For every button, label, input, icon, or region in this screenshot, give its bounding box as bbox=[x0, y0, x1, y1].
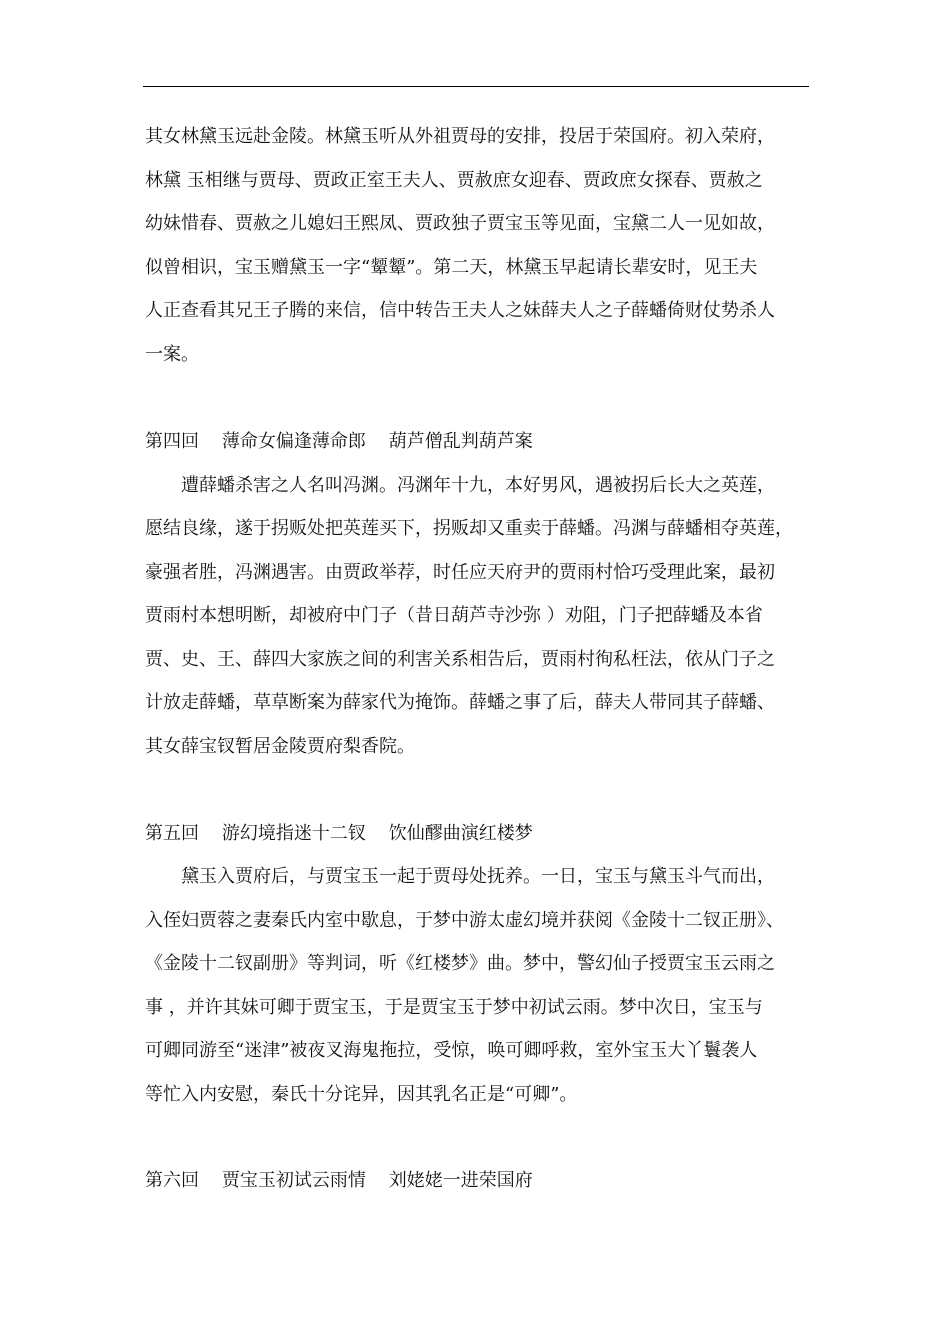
paragraph-line: 其女薛宝钗暂居金陵贾府梨香院。 bbox=[145, 736, 415, 757]
paragraph-line: 幼妹惜春、贾赦之儿媳妇王熙凤、贾政独子贾宝玉等见面，宝黛二人一见如故， bbox=[145, 213, 775, 234]
paragraph-line: 《金陵十二钗副册》等判词，听《红楼梦》曲。梦中，警幻仙子授贾宝玉云雨之 bbox=[145, 953, 775, 974]
chapter-heading: 第六回 贾宝玉初试云雨情 刘姥姥一进荣国府 bbox=[145, 1170, 533, 1191]
paragraph-line: 黛玉入贾府后，与贾宝玉一起于贾母处抚养。一日，宝玉与黛玉斗气而出， bbox=[181, 866, 775, 887]
paragraph-line: 等忙入内安慰，秦氏十分诧异，因其乳名正是“可卿”。 bbox=[145, 1084, 578, 1105]
paragraph-line: 一案。 bbox=[145, 344, 199, 365]
paragraph-line: 入侄妇贾蓉之妻秦氏内室中歇息，于梦中游太虚幻境并获阅《金陵十二钗正册》、 bbox=[145, 910, 784, 931]
paragraph-line: 事 ，并许其妹可卿于贾宝玉，于是贾宝玉于梦中初试云雨。梦中次日，宝玉与 bbox=[145, 997, 763, 1018]
paragraph-line: 愿结良缘，遂于拐贩处把英莲买下，拐贩却又重卖于薛蟠。冯渊与薛蟠相夺英莲， bbox=[145, 518, 793, 539]
paragraph-line: 计放走薛蟠，草草断案为薛家代为掩饰。薛蟠之事了后，薛夫人带同其子薛蟠、 bbox=[145, 692, 775, 713]
paragraph-line: 其女林黛玉远赴金陵。林黛玉听从外祖贾母的安排，投居于荣国府。初入荣府， bbox=[145, 126, 775, 147]
paragraph-line: 林黛 玉相继与贾母、贾政正室王夫人、贾赦庶女迎春、贾政庶女探春、贾赦之 bbox=[145, 170, 763, 191]
chapter-heading: 第五回 游幻境指迷十二钗 饮仙醪曲演红楼梦 bbox=[145, 823, 533, 844]
paragraph-line: 豪强者胜，冯渊遇害。由贾政举荐，时任应天府尹的贾雨村恰巧受理此案，最初 bbox=[145, 562, 775, 583]
paragraph-line: 遭薛蟠杀害之人名叫冯渊。冯渊年十九，本好男风，遇被拐后长大之英莲， bbox=[181, 475, 775, 496]
header-rule bbox=[143, 86, 809, 87]
paragraph-line: 似曾相识，宝玉赠黛玉一字“颦颦”。第二天，林黛玉早起请长辈安时，见王夫 bbox=[145, 257, 758, 278]
paragraph-line: 可卿同游至“迷津”被夜叉海鬼拖拉，受惊，唤可卿呼救，室外宝玉大丫鬟袭人 bbox=[145, 1040, 758, 1061]
paragraph-line: 贾雨村本想明断，却被府中门子（昔日葫芦寺沙弥 ）劝阻，门子把薛蟠及本省 bbox=[145, 605, 763, 626]
paragraph-line: 人正查看其兄王子腾的来信，信中转告王夫人之妹薛夫人之子薛蟠倚财仗势杀人 bbox=[145, 300, 775, 321]
paragraph-line: 贾、史、王、薛四大家族之间的利害关系相告后，贾雨村徇私枉法，依从门子之 bbox=[145, 649, 775, 670]
chapter-heading: 第四回 薄命女偏逢薄命郎 葫芦僧乱判葫芦案 bbox=[145, 431, 533, 452]
